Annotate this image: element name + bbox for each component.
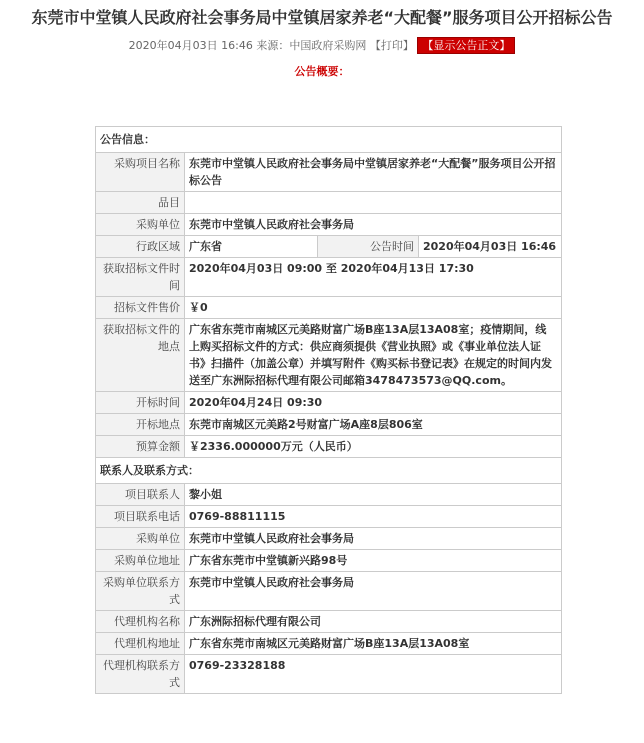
agency-name-value: 广东洲际招标代理有限公司 (185, 611, 562, 633)
purchaser-value: 东莞市中堂镇人民政府社会事务局 (185, 214, 562, 236)
section-info-heading: 公告信息： (96, 127, 562, 153)
row-label: 采购单位 (96, 528, 185, 550)
print-link[interactable]: 【打印】 (369, 39, 414, 52)
item-value (185, 192, 562, 214)
table-row (96, 550, 562, 572)
table-row (96, 236, 562, 258)
notice-time-value: 2020年04月03日 16:46 (419, 236, 562, 258)
source-label: 来源： (256, 39, 290, 52)
row-label: 开标时间 (96, 392, 185, 414)
table-row (96, 528, 562, 550)
table-row (96, 458, 562, 484)
row-label: 公告时间 (318, 236, 419, 258)
table-row (96, 611, 562, 633)
region-value: 广东省 (185, 236, 318, 258)
row-label: 获取招标文件时间 (96, 258, 185, 297)
row-label: 代理机构地址 (96, 633, 185, 655)
table-row (96, 414, 562, 436)
table-row (96, 214, 562, 236)
table-row (96, 572, 562, 611)
publish-date: 2020年04月03日 16:46 (128, 39, 253, 52)
agency-contact-value: 0769-23328188 (185, 655, 562, 694)
contact-person-value: 黎小姐 (185, 484, 562, 506)
doc-price-value: ￥0 (185, 297, 562, 319)
table-row (96, 127, 562, 153)
row-label: 采购单位 (96, 214, 185, 236)
agency-address-value: 广东省东莞市南城区元美路财富广场B座13A层13A08室 (185, 633, 562, 655)
section-contact-heading: 联系人及联系方式： (96, 458, 562, 484)
table-row (96, 484, 562, 506)
row-label: 招标文件售价 (96, 297, 185, 319)
row-label: 品目 (96, 192, 185, 214)
doc-place-value: 广东省东莞市南城区元美路财富广场B座13A层13A08室；疫情期间，线上购买招标文件的方式：供应商须提供《营业执照》或《事业单位法人证书》扫描件（加盖公章）并填写附件《购买标书登记表》在规定的时间内发送至广东洲际招标代理有限公司邮箱3478473573@QQ.com。 (185, 319, 562, 392)
row-label: 采购单位地址 (96, 550, 185, 572)
table-row (96, 297, 562, 319)
table-row (96, 506, 562, 528)
project-name-value: 东莞市中堂镇人民政府社会事务局中堂镇居家养老“大配餐”服务项目公开招标公告 (185, 153, 562, 192)
table-row (96, 192, 562, 214)
row-label: 获取招标文件的地点 (96, 319, 185, 392)
row-label: 项目联系电话 (96, 506, 185, 528)
notice-table (95, 126, 562, 694)
purchaser-address-value: 广东省东莞市中堂镇新兴路98号 (185, 550, 562, 572)
notice-meta (0, 38, 644, 54)
row-label: 采购项目名称 (96, 153, 185, 192)
row-label: 代理机构名称 (96, 611, 185, 633)
page-title: 东莞市中堂镇人民政府社会事务局中堂镇居家养老“大配餐”服务项目公开招标公告 (31, 8, 613, 27)
table-row (96, 436, 562, 458)
show-notice-button[interactable]: 【显示公告正文】 (417, 37, 515, 54)
row-label: 项目联系人 (96, 484, 185, 506)
purchaser-contact-value: 东莞市中堂镇人民政府社会事务局 (185, 572, 562, 611)
source-name: 中国政府采购网 (289, 39, 367, 52)
budget-value: ￥2336.000000万元（人民币） (185, 436, 562, 458)
row-label: 开标地点 (96, 414, 185, 436)
row-label: 采购单位联系方式 (96, 572, 185, 611)
row-label: 行政区域 (96, 236, 185, 258)
row-label: 代理机构联系方式 (96, 655, 185, 694)
doc-time-value: 2020年04月03日 09:00 至 2020年04月13日 17:30 (185, 258, 562, 297)
table-row (96, 655, 562, 694)
row-label: 预算金额 (96, 436, 185, 458)
table-row (96, 258, 562, 297)
open-place-value: 东莞市南城区元美路2号财富广场A座8层806室 (185, 414, 562, 436)
table-row (96, 153, 562, 192)
summary-heading: 公告概要： (294, 65, 350, 78)
contact-phone-value: 0769-88811115 (185, 506, 562, 528)
table-row (96, 392, 562, 414)
contact-purchaser-value: 东莞市中堂镇人民政府社会事务局 (185, 528, 562, 550)
table-row (96, 319, 562, 392)
table-row (96, 633, 562, 655)
open-time-value: 2020年04月24日 09:30 (185, 392, 562, 414)
